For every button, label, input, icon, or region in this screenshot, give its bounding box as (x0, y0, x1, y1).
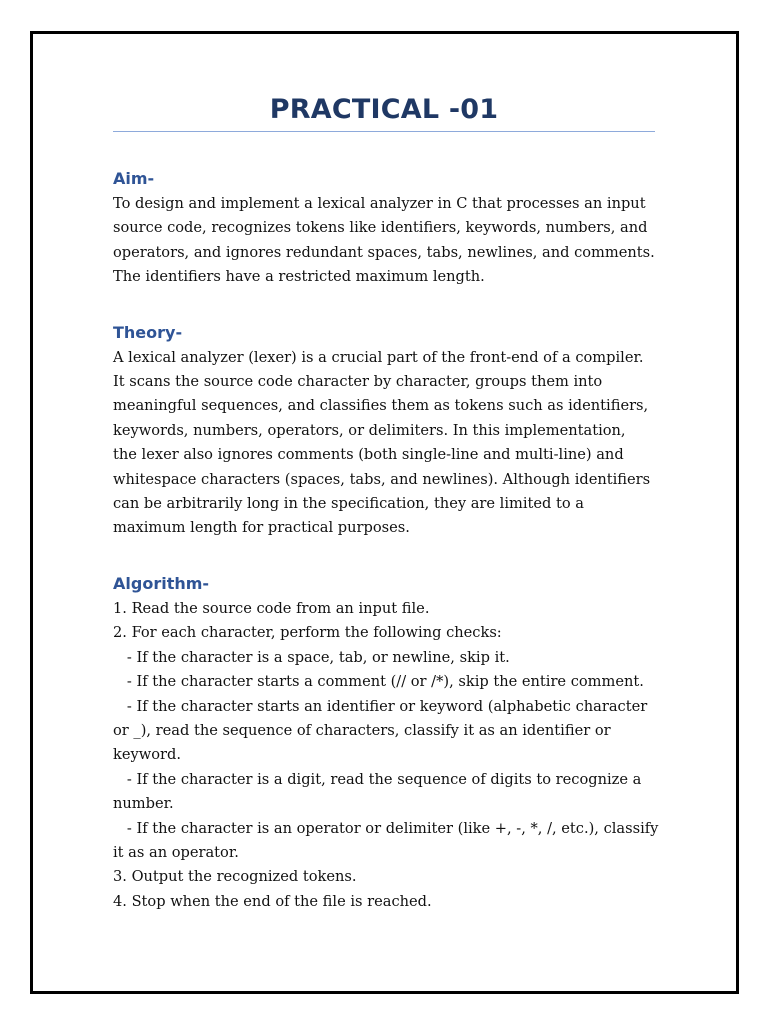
text-line: keywords, numbers, operators, or delimiters. In this implementation, (113, 421, 626, 439)
document-content (113, 94, 659, 914)
text-line: source code, recognizes tokens like identifiers, keywords, numbers, and (113, 219, 648, 237)
algorithm-step-line: 2. For each character, perform the following checks: (113, 624, 502, 642)
text-line: whitespace characters (spaces, tabs, and newlines). Although identifiers (113, 470, 651, 488)
algorithm-step-line: keyword. (113, 746, 181, 764)
algorithm-step-line: - If the character is a digit, read the sequence of digits to recognize a (113, 770, 642, 788)
algorithm-step-line: - If the character starts an identifier or keyword (alphabetic character (113, 697, 648, 715)
algorithm-step-line: - If the character starts a comment (// or /*), skip the entire comment. (113, 673, 644, 691)
aim-heading: Aim- (113, 169, 155, 188)
algorithm-step-line: - If the character is an operator or delimiter (like +, -, *, /, etc.), classify (113, 819, 659, 837)
text-line: can be arbitrarily long in the specification, they are limited to a (113, 495, 584, 513)
algorithm-steps (113, 597, 659, 914)
theory-heading: Theory- (113, 322, 183, 342)
text-line: The identifiers have a restricted maximum length. (113, 268, 485, 286)
text-line: It scans the source code character by character, groups them into (113, 373, 603, 391)
theory-paragraph (113, 346, 655, 541)
text-line: meaningful sequences, and classifies them as tokens such as identifiers, (113, 397, 649, 415)
algorithm-heading: Algorithm- (113, 573, 210, 593)
algorithm-step-line: 4. Stop when the end of the file is reached. (113, 892, 432, 910)
aim-paragraph (113, 192, 655, 290)
algorithm-step-line: 3. Output the recognized tokens. (113, 868, 357, 886)
text-line: operators, and ignores redundant spaces, tabs, newlines, and comments. (113, 243, 655, 261)
algorithm-step-line: or _), read the sequence of characters, classify it as an identifier or (113, 721, 611, 739)
algorithm-step-line: it as an operator. (113, 843, 239, 861)
text-line: A lexical analyzer (lexer) is a crucial part of the front-end of a compiler. (113, 348, 644, 366)
algorithm-step-line: 1. Read the source code from an input file. (113, 599, 430, 617)
text-line: maximum length for practical purposes. (113, 519, 410, 537)
page-title: PRACTICAL -01 (113, 94, 655, 132)
text-line: the lexer also ignores comments (both single-line and multi-line) and (113, 446, 624, 464)
algorithm-step-line: - If the character is a space, tab, or newline, skip it. (113, 648, 510, 666)
algorithm-step-line: number. (113, 795, 174, 813)
text-line: To design and implement a lexical analyzer in C that processes an input (113, 195, 646, 212)
